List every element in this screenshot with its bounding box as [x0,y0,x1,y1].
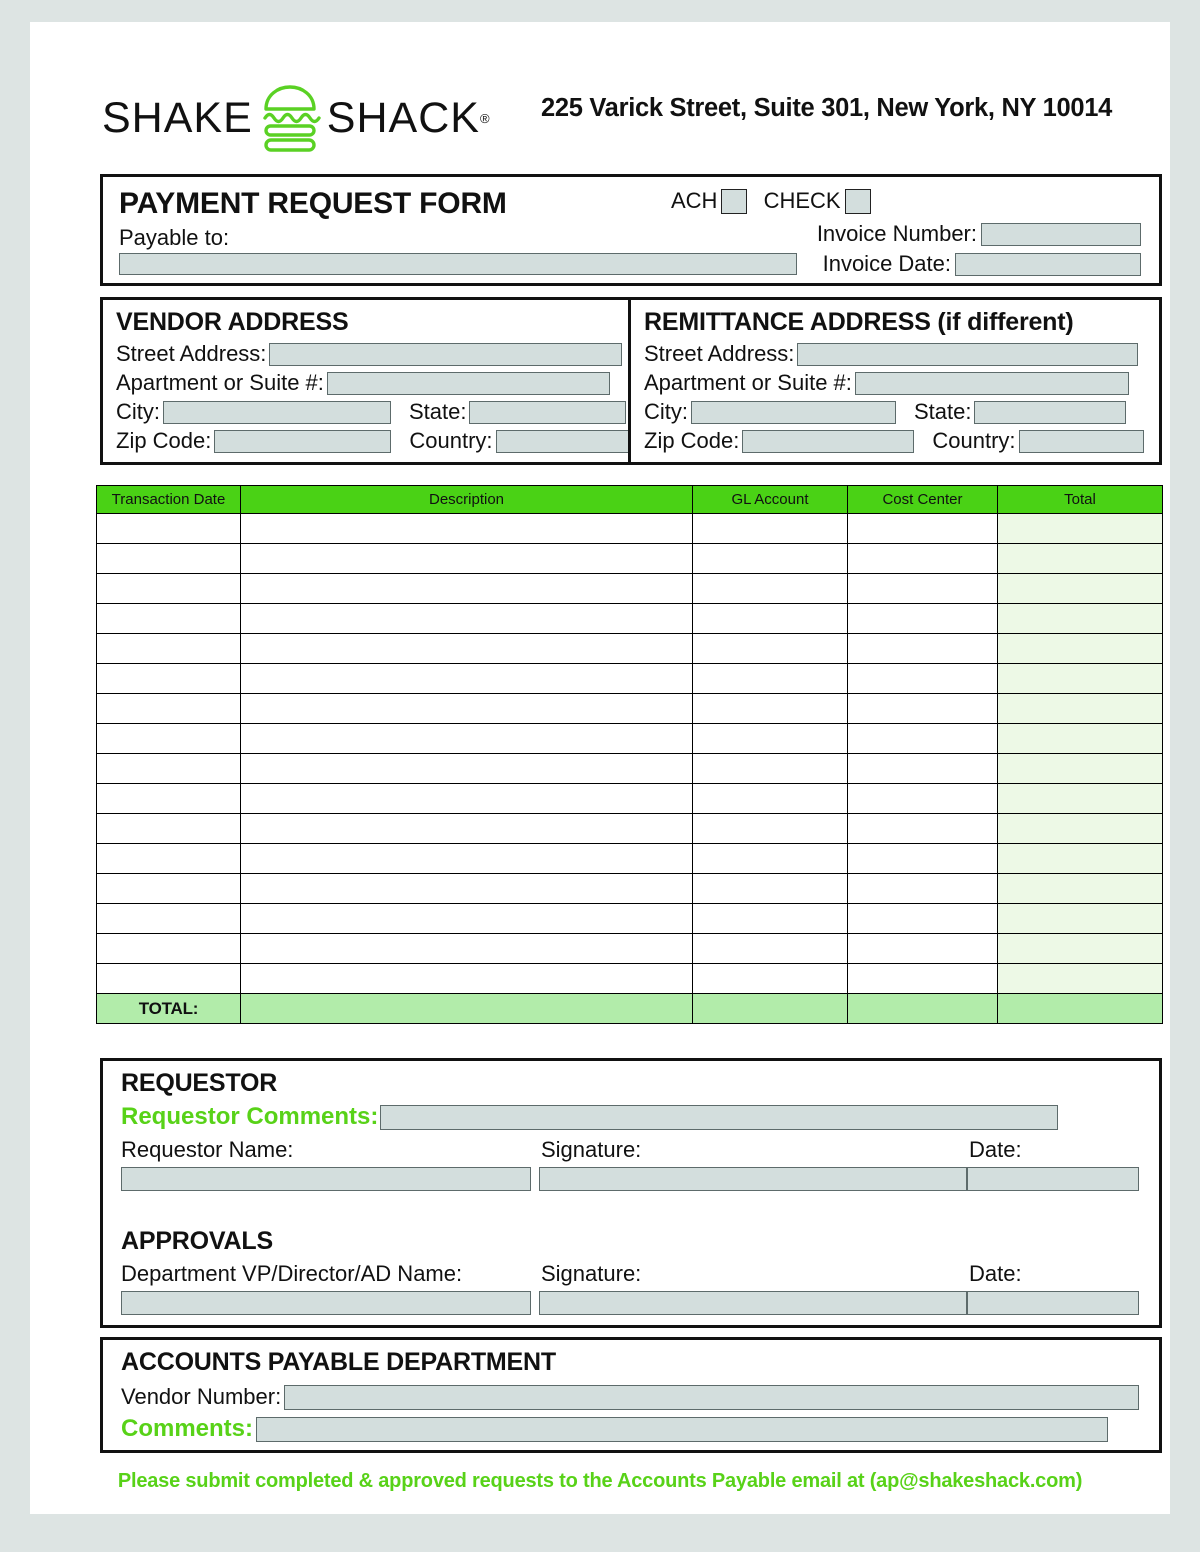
vendor-city-state-group [116,398,626,425]
cell-gl-account[interactable] [693,964,848,994]
cell-description[interactable] [241,844,693,874]
approver-signature-input[interactable] [539,1291,967,1315]
approver-name-input[interactable] [121,1291,531,1315]
approver-date-label: Date: [969,1261,1022,1286]
cell-gl-account[interactable] [693,844,848,874]
table-row [97,574,1163,604]
cell-cost-center[interactable] [848,814,998,844]
remittance-state-label: State: [914,399,972,425]
cell-cost-center[interactable] [848,694,998,724]
requestor-comments-label: Requestor Comments: [121,1103,379,1130]
approver-date-input[interactable] [967,1291,1139,1315]
remittance-city-input[interactable] [691,401,896,424]
vendor-apartment-label: Apartment or Suite #: [116,370,324,396]
total-label: TOTAL: [97,994,241,1024]
burger-icon [259,82,321,154]
cell-total[interactable] [998,874,1163,904]
approver-name-label: Department VP/Director/AD Name: [121,1261,463,1286]
requestor-name-input[interactable] [121,1167,531,1191]
approvals-title: APPROVALS [121,1227,273,1255]
invoice-date-group [823,251,1141,277]
table-row [97,844,1163,874]
form-page [30,22,1170,1514]
requestor-signature-label: Signature: [541,1137,642,1162]
remittance-country-input[interactable] [1019,430,1144,453]
column-header-total: Total [998,486,1163,514]
cell-gl-account[interactable] [693,934,848,964]
cell-description[interactable] [241,544,693,574]
cell-transaction-date[interactable] [97,814,241,844]
cell-total[interactable] [998,934,1163,964]
remittance-apartment-group [644,369,1129,396]
cell-description[interactable] [241,664,693,694]
payable-to-label: Payable to: [119,225,230,250]
cell-gl-account[interactable] [693,604,848,634]
line-items-table [96,485,1163,1024]
cell-description[interactable] [241,904,693,934]
total-spacer-gl [693,994,848,1024]
vendor-address-section [100,297,631,465]
requestor-comments-group [121,1103,1058,1131]
cell-gl-account[interactable] [693,544,848,574]
remittance-zip-input[interactable] [742,430,914,453]
requestor-date-label: Date: [969,1137,1022,1162]
invoice-number-group [817,221,1141,247]
cell-description[interactable] [241,754,693,784]
vendor-street-input[interactable] [269,343,622,366]
column-header-gl-account: GL Account [693,486,848,514]
total-spacer-cost-center [848,994,998,1024]
cell-total[interactable] [998,634,1163,664]
ap-comments-group [121,1415,1108,1443]
table-row [97,964,1163,994]
table-row [97,754,1163,784]
column-header-cost-center: Cost Center [848,486,998,514]
cell-transaction-date[interactable] [97,694,241,724]
cell-total[interactable] [998,694,1163,724]
table-row [97,694,1163,724]
cell-gl-account[interactable] [693,874,848,904]
shake-shack-logo [102,82,490,154]
vendor-city-input[interactable] [163,401,391,424]
ap-comments-label: Comments: [121,1415,254,1442]
cell-transaction-date[interactable] [97,634,241,664]
vendor-address-title: VENDOR ADDRESS [116,308,349,336]
vendor-apartment-group [116,369,610,396]
table-header-row [97,486,1163,514]
invoice-date-label: Invoice Date: [822,251,951,276]
cell-description[interactable] [241,934,693,964]
cell-total[interactable] [998,724,1163,754]
ach-checkbox[interactable] [721,189,747,214]
vendor-country-label: Country: [409,428,493,454]
remittance-apartment-label: Apartment or Suite #: [644,370,852,396]
requestor-comments-input[interactable] [380,1105,1058,1130]
table-row [97,814,1163,844]
invoice-number-label: Invoice Number: [816,221,977,246]
cell-cost-center[interactable] [848,964,998,994]
remittance-city-state-group [644,398,1126,425]
table-row [97,904,1163,934]
cell-description[interactable] [241,784,693,814]
cell-cost-center[interactable] [848,904,998,934]
cell-transaction-date[interactable] [97,574,241,604]
vendor-zip-input[interactable] [214,430,391,453]
registered-trademark-icon: ® [479,110,490,126]
vendor-number-label: Vendor Number: [121,1384,282,1410]
logo-text-left: SHAKE [102,93,253,142]
payment-type-group [671,187,871,214]
cell-cost-center[interactable] [848,784,998,814]
check-label: CHECK [763,188,841,214]
total-amount-cell[interactable] [998,994,1163,1024]
vendor-apartment-input[interactable] [327,372,610,395]
invoice-date-input[interactable] [955,253,1141,276]
cell-total[interactable] [998,604,1163,634]
cell-gl-account[interactable] [693,664,848,694]
requestor-date-input[interactable] [967,1167,1139,1191]
cell-total[interactable] [998,544,1163,574]
cell-cost-center[interactable] [848,874,998,904]
cell-gl-account[interactable] [693,754,848,784]
cell-description[interactable] [241,814,693,844]
cell-cost-center[interactable] [848,604,998,634]
vendor-number-group [121,1383,1139,1410]
cell-gl-account[interactable] [693,574,848,604]
cell-transaction-date[interactable] [97,724,241,754]
remittance-street-label: Street Address: [644,341,795,367]
cell-cost-center[interactable] [848,544,998,574]
remittance-country-label: Country: [932,428,1016,454]
cell-gl-account[interactable] [693,784,848,814]
requestor-name-label: Requestor Name: [121,1137,294,1162]
table-row [97,634,1163,664]
table-row [97,514,1163,544]
table-total-row [97,994,1163,1024]
cell-total[interactable] [998,904,1163,934]
approvals-fields-row [121,1291,1145,1321]
cell-description[interactable] [241,964,693,994]
vendor-street-label: Street Address: [116,341,267,367]
requestor-signature-input[interactable] [539,1167,967,1191]
total-spacer-description [241,994,693,1024]
cell-cost-center[interactable] [848,634,998,664]
column-header-transaction-date: Transaction Date [97,486,241,514]
table-row [97,724,1163,754]
requestor-approvals-section [100,1058,1162,1328]
approver-signature-label: Signature: [541,1261,642,1286]
cell-transaction-date[interactable] [97,664,241,694]
cell-transaction-date[interactable] [97,514,241,544]
requestor-title: REQUESTOR [121,1069,278,1097]
cell-transaction-date[interactable] [97,784,241,814]
cell-total[interactable] [998,754,1163,784]
cell-transaction-date[interactable] [97,934,241,964]
table-row [97,664,1163,694]
accounts-payable-section [100,1337,1162,1453]
cell-cost-center[interactable] [848,724,998,754]
cell-total[interactable] [998,964,1163,994]
ach-label: ACH [671,188,718,214]
cell-cost-center[interactable] [848,934,998,964]
invoice-number-input[interactable] [981,223,1141,246]
cell-description[interactable] [241,694,693,724]
cell-total[interactable] [998,814,1163,844]
cell-cost-center[interactable] [848,754,998,784]
company-address: 225 Varick Street, Suite 301, New York, NY 10014 [540,94,1112,122]
cell-gl-account[interactable] [693,904,848,934]
remittance-zip-country-group [644,427,1144,454]
remittance-street-group [644,340,1138,367]
cell-description[interactable] [241,574,693,604]
column-header-description: Description [241,486,693,514]
vendor-city-label: City: [116,399,160,425]
cell-total[interactable] [998,664,1163,694]
vendor-zip-label: Zip Code: [116,428,212,454]
approvals-labels-row [121,1261,1145,1291]
cell-transaction-date[interactable] [97,844,241,874]
cell-description[interactable] [241,724,693,754]
cell-total[interactable] [998,844,1163,874]
check-checkbox[interactable] [845,189,871,214]
table-row [97,934,1163,964]
payment-request-section [100,174,1162,286]
remittance-address-section [628,297,1162,465]
table-row [97,604,1163,634]
vendor-street-group [116,340,622,367]
cell-transaction-date[interactable] [97,904,241,934]
remittance-address-title: REMITTANCE ADDRESS (if different) [644,308,1074,336]
table-row [97,874,1163,904]
submission-instructions: Please submit completed & approved requests to the Accounts Payable email at (ap@shakeshack.com) [117,1470,1083,1492]
cell-transaction-date[interactable] [97,874,241,904]
cell-transaction-date[interactable] [97,754,241,784]
cell-transaction-date[interactable] [97,964,241,994]
cell-total[interactable] [998,574,1163,604]
accounts-payable-title: ACCOUNTS PAYABLE DEPARTMENT [121,1348,556,1376]
cell-description[interactable] [241,874,693,904]
vendor-state-label: State: [409,399,467,425]
remittance-zip-label: Zip Code: [644,428,740,454]
cell-cost-center[interactable] [848,664,998,694]
remittance-apartment-input[interactable] [855,372,1129,395]
cell-description[interactable] [241,634,693,664]
remittance-state-input[interactable] [974,401,1126,424]
cell-gl-account[interactable] [693,634,848,664]
remittance-city-label: City: [644,399,688,425]
cell-transaction-date[interactable] [97,544,241,574]
cell-cost-center[interactable] [848,574,998,604]
payable-to-input[interactable] [119,253,797,275]
table-body [97,514,1163,994]
page-title: PAYMENT REQUEST FORM [119,187,507,220]
table-row [97,544,1163,574]
cell-cost-center[interactable] [848,514,998,544]
requestor-fields-row [121,1167,1145,1197]
vendor-state-input[interactable] [469,401,626,424]
cell-total[interactable] [998,514,1163,544]
cell-gl-account[interactable] [693,814,848,844]
vendor-zip-country-group [116,427,629,454]
vendor-number-input[interactable] [284,1385,1139,1410]
cell-description[interactable] [241,514,693,544]
cell-transaction-date[interactable] [97,604,241,634]
ap-comments-input[interactable] [256,1417,1108,1442]
table-row [97,784,1163,814]
logo-text-right: SHACK [326,93,480,142]
cell-gl-account[interactable] [693,514,848,544]
cell-cost-center[interactable] [848,844,998,874]
requestor-labels-row [121,1137,1145,1167]
cell-gl-account[interactable] [693,724,848,754]
vendor-country-input[interactable] [496,430,629,453]
cell-description[interactable] [241,604,693,634]
remittance-street-input[interactable] [797,343,1138,366]
page-header [70,60,1130,156]
cell-total[interactable] [998,784,1163,814]
cell-gl-account[interactable] [693,694,848,724]
